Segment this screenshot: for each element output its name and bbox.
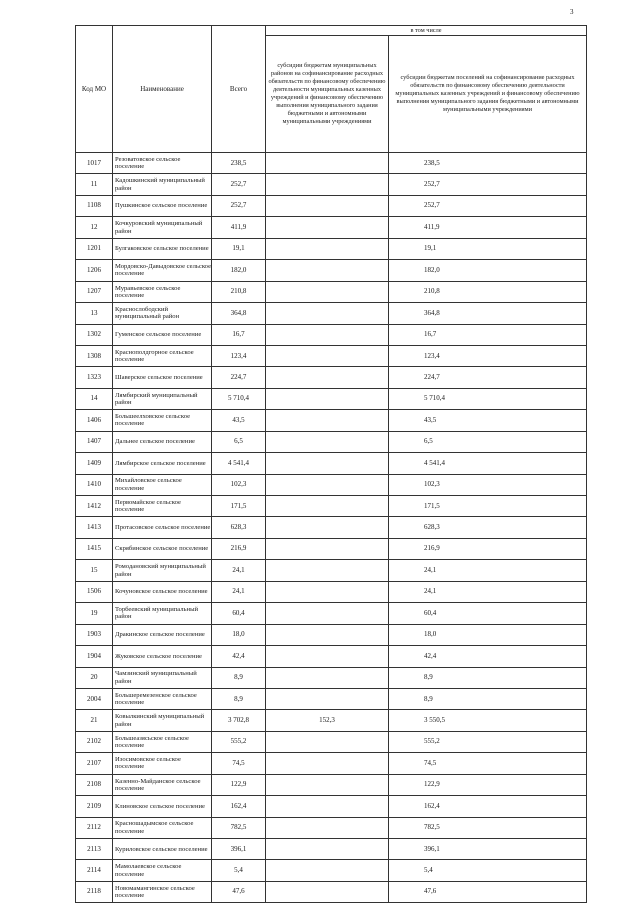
row-sub-b: 252,7 xyxy=(389,195,587,216)
row-code: 11 xyxy=(76,174,113,195)
row-code: 1207 xyxy=(76,281,113,302)
row-sub-b: 782,5 xyxy=(389,817,587,838)
row-sub-b: 411,9 xyxy=(389,217,587,238)
row-sub-a xyxy=(266,517,389,538)
row-total: 74,5 xyxy=(212,753,266,774)
row-name: Торбеевский муниципальный район xyxy=(113,603,212,624)
row-total: 47,6 xyxy=(212,881,266,902)
table-row xyxy=(76,860,587,881)
row-code: 1201 xyxy=(76,238,113,259)
row-total: 8,9 xyxy=(212,667,266,688)
row-code: 1206 xyxy=(76,260,113,281)
row-sub-b: 8,9 xyxy=(389,667,587,688)
row-sub-b: 6,5 xyxy=(389,431,587,452)
row-name: Клиновское сельское поселение xyxy=(113,796,212,817)
row-total: 5,4 xyxy=(212,860,266,881)
row-total: 252,7 xyxy=(212,174,266,195)
row-name: Большеазясьское сельское поселение xyxy=(113,731,212,752)
table-row xyxy=(76,345,587,366)
table-row xyxy=(76,474,587,495)
row-total: 396,1 xyxy=(212,839,266,860)
row-total: 19,1 xyxy=(212,238,266,259)
table-row xyxy=(76,774,587,795)
table-row xyxy=(76,731,587,752)
row-code: 2109 xyxy=(76,796,113,817)
row-name: Шаверское сельское поселение xyxy=(113,367,212,388)
row-sub-b: 19,1 xyxy=(389,238,587,259)
row-sub-a xyxy=(266,281,389,302)
row-name: Красношадымское сельское поселение xyxy=(113,817,212,838)
row-sub-a xyxy=(266,881,389,902)
row-sub-b: 8,9 xyxy=(389,688,587,709)
row-total: 102,3 xyxy=(212,474,266,495)
table-row xyxy=(76,453,587,474)
row-sub-a xyxy=(266,581,389,602)
row-sub-b: 60,4 xyxy=(389,603,587,624)
table-row xyxy=(76,688,587,709)
table-row xyxy=(76,388,587,409)
row-code: 12 xyxy=(76,217,113,238)
table-row xyxy=(76,367,587,388)
row-sub-b: 238,5 xyxy=(389,153,587,174)
row-total: 18,0 xyxy=(212,624,266,645)
row-name: Муравьевское сельское поселение xyxy=(113,281,212,302)
row-sub-a xyxy=(266,217,389,238)
row-code: 1108 xyxy=(76,195,113,216)
row-name: Дракинское сельское поселение xyxy=(113,624,212,645)
row-sub-b: 47,6 xyxy=(389,881,587,902)
row-sub-b: 16,7 xyxy=(389,324,587,345)
row-name: Краснополдгорное сельское поселение xyxy=(113,345,212,366)
row-sub-a xyxy=(266,153,389,174)
row-code: 1409 xyxy=(76,453,113,474)
row-name: Жуковское сельское поселение xyxy=(113,646,212,667)
row-total: 8,9 xyxy=(212,688,266,709)
row-total: 4 541,4 xyxy=(212,453,266,474)
row-sub-b: 122,9 xyxy=(389,774,587,795)
row-total: 210,8 xyxy=(212,281,266,302)
row-sub-a xyxy=(266,410,389,431)
table-row xyxy=(76,517,587,538)
row-code: 1413 xyxy=(76,517,113,538)
row-code: 20 xyxy=(76,667,113,688)
row-code: 19 xyxy=(76,603,113,624)
row-total: 3 702,8 xyxy=(212,710,266,731)
row-sub-b: 364,8 xyxy=(389,303,587,324)
header-sub-b: субсидии бюджетам поселений на софинансирование расходных обязательств по финансовому обеспечению деятельности муниципальных казенных учреждений и финансовому обеспечению выполнения муниципального задания бюджетными и автономными муниципальными учреждениями xyxy=(389,36,587,153)
row-name: Кочуновское сельское поселение xyxy=(113,581,212,602)
table-row xyxy=(76,238,587,259)
row-name: Пушкинское сельское поселение xyxy=(113,195,212,216)
row-code: 2102 xyxy=(76,731,113,752)
row-name: Куриловское сельское поселение xyxy=(113,839,212,860)
row-name: Лямбирское сельское поселение xyxy=(113,453,212,474)
page-number: 3 xyxy=(570,8,574,16)
row-sub-a xyxy=(266,195,389,216)
table-header xyxy=(76,26,587,153)
row-sub-a xyxy=(266,753,389,774)
row-sub-b: 555,2 xyxy=(389,731,587,752)
row-code: 2108 xyxy=(76,774,113,795)
row-sub-b: 628,3 xyxy=(389,517,587,538)
row-code: 2113 xyxy=(76,839,113,860)
row-sub-a xyxy=(266,774,389,795)
row-sub-b: 5,4 xyxy=(389,860,587,881)
row-total: 411,9 xyxy=(212,217,266,238)
row-sub-a xyxy=(266,260,389,281)
row-name: Ковылкинский муниципальный район xyxy=(113,710,212,731)
table-row xyxy=(76,603,587,624)
row-sub-b: 43,5 xyxy=(389,410,587,431)
row-name: Михайловское сельское поселение xyxy=(113,474,212,495)
row-code: 1410 xyxy=(76,474,113,495)
row-sub-b: 18,0 xyxy=(389,624,587,645)
table-row xyxy=(76,410,587,431)
row-code: 2114 xyxy=(76,860,113,881)
row-code: 1406 xyxy=(76,410,113,431)
row-name: Булгаковское сельское поселение xyxy=(113,238,212,259)
table-row xyxy=(76,796,587,817)
row-sub-a xyxy=(266,238,389,259)
header-name: Наименование xyxy=(113,26,212,153)
row-name: Изосимовское сельское поселение xyxy=(113,753,212,774)
row-sub-b: 252,7 xyxy=(389,174,587,195)
row-name: Ромодановский муниципальный район xyxy=(113,560,212,581)
row-total: 123,4 xyxy=(212,345,266,366)
row-code: 1506 xyxy=(76,581,113,602)
row-sub-b: 171,5 xyxy=(389,496,587,517)
row-code: 21 xyxy=(76,710,113,731)
row-sub-a xyxy=(266,431,389,452)
row-total: 182,0 xyxy=(212,260,266,281)
row-sub-b: 5 710,4 xyxy=(389,388,587,409)
row-code: 1904 xyxy=(76,646,113,667)
row-sub-a xyxy=(266,839,389,860)
row-sub-b: 216,9 xyxy=(389,538,587,559)
row-name: Мамолаевское сельское поселение xyxy=(113,860,212,881)
row-sub-b: 4 541,4 xyxy=(389,453,587,474)
row-name: Краснослободский муниципальный район xyxy=(113,303,212,324)
row-sub-b: 224,7 xyxy=(389,367,587,388)
table-row xyxy=(76,881,587,902)
row-name: Кадошкинский муниципальный район xyxy=(113,174,212,195)
row-total: 43,5 xyxy=(212,410,266,431)
table-row xyxy=(76,581,587,602)
table-row xyxy=(76,217,587,238)
row-name: Гуменское сельское поселение xyxy=(113,324,212,345)
row-sub-b: 3 550,5 xyxy=(389,710,587,731)
header-sub-a: субсидии бюджетам муниципальных районов на софинансирование расходных обязательств по финансовому обеспечению деятельности муниципальных казенных учреждений и финансовому обеспечению выполнения муниципального задания бюджетными и автономными муниципальными учреждениями xyxy=(266,36,389,153)
row-sub-b: 396,1 xyxy=(389,839,587,860)
row-sub-b: 102,3 xyxy=(389,474,587,495)
table-row xyxy=(76,646,587,667)
table-row xyxy=(76,496,587,517)
table-row xyxy=(76,431,587,452)
row-code: 13 xyxy=(76,303,113,324)
row-total: 555,2 xyxy=(212,731,266,752)
table-row xyxy=(76,303,587,324)
row-total: 6,5 xyxy=(212,431,266,452)
row-sub-a xyxy=(266,388,389,409)
row-sub-b: 123,4 xyxy=(389,345,587,366)
table-row xyxy=(76,538,587,559)
table-row xyxy=(76,324,587,345)
header-incl: в том числе xyxy=(266,26,587,36)
table-row xyxy=(76,153,587,174)
row-total: 238,5 xyxy=(212,153,266,174)
table-row xyxy=(76,174,587,195)
row-sub-a: 152,3 xyxy=(266,710,389,731)
row-total: 782,5 xyxy=(212,817,266,838)
row-total: 364,8 xyxy=(212,303,266,324)
row-total: 628,3 xyxy=(212,517,266,538)
row-total: 42,4 xyxy=(212,646,266,667)
row-sub-a xyxy=(266,324,389,345)
row-name: Большеремезенское сельское поселение xyxy=(113,688,212,709)
row-name: Дальнее сельское поселение xyxy=(113,431,212,452)
row-code: 1903 xyxy=(76,624,113,645)
row-code: 2112 xyxy=(76,817,113,838)
row-sub-b: 24,1 xyxy=(389,581,587,602)
row-code: 1302 xyxy=(76,324,113,345)
row-total: 171,5 xyxy=(212,496,266,517)
table-row xyxy=(76,260,587,281)
row-name: Чамзинский муниципальный район xyxy=(113,667,212,688)
table-row xyxy=(76,195,587,216)
table-row xyxy=(76,839,587,860)
row-sub-b: 24,1 xyxy=(389,560,587,581)
row-total: 252,7 xyxy=(212,195,266,216)
table-body xyxy=(76,153,587,903)
row-code: 1323 xyxy=(76,367,113,388)
row-name: Кочкуровский муниципальный район xyxy=(113,217,212,238)
row-code: 1017 xyxy=(76,153,113,174)
row-code: 1308 xyxy=(76,345,113,366)
row-sub-a xyxy=(266,345,389,366)
row-sub-a xyxy=(266,796,389,817)
row-total: 24,1 xyxy=(212,560,266,581)
row-code: 14 xyxy=(76,388,113,409)
row-code: 1407 xyxy=(76,431,113,452)
row-sub-a xyxy=(266,496,389,517)
row-sub-a xyxy=(266,667,389,688)
row-sub-a xyxy=(266,731,389,752)
row-sub-a xyxy=(266,688,389,709)
row-total: 24,1 xyxy=(212,581,266,602)
header-total: Всего xyxy=(212,26,266,153)
row-name: Первомайское сельское поселение xyxy=(113,496,212,517)
row-total: 122,9 xyxy=(212,774,266,795)
row-total: 216,9 xyxy=(212,538,266,559)
row-code: 1415 xyxy=(76,538,113,559)
row-sub-a xyxy=(266,624,389,645)
row-name: Новомамангинское сельское поселение xyxy=(113,881,212,902)
table-row xyxy=(76,753,587,774)
row-total: 162,4 xyxy=(212,796,266,817)
row-name: Казенно-Майданское сельское поселение xyxy=(113,774,212,795)
row-sub-b: 162,4 xyxy=(389,796,587,817)
row-sub-a xyxy=(266,603,389,624)
row-total: 224,7 xyxy=(212,367,266,388)
table-row xyxy=(76,281,587,302)
row-code: 2004 xyxy=(76,688,113,709)
header-code: Код МО xyxy=(76,26,113,153)
row-name: Резоватовское сельское поселение xyxy=(113,153,212,174)
row-sub-a xyxy=(266,367,389,388)
row-name: Протасовское сельское поселение xyxy=(113,517,212,538)
row-sub-a xyxy=(266,817,389,838)
table-row xyxy=(76,817,587,838)
row-total: 16,7 xyxy=(212,324,266,345)
row-total: 60,4 xyxy=(212,603,266,624)
row-sub-a xyxy=(266,474,389,495)
table-row xyxy=(76,560,587,581)
row-code: 2118 xyxy=(76,881,113,902)
row-sub-a xyxy=(266,646,389,667)
row-code: 1412 xyxy=(76,496,113,517)
row-sub-a xyxy=(266,303,389,324)
row-name: Лямбирский муниципальный район xyxy=(113,388,212,409)
row-sub-b: 74,5 xyxy=(389,753,587,774)
row-code: 2107 xyxy=(76,753,113,774)
row-sub-b: 210,8 xyxy=(389,281,587,302)
table-row xyxy=(76,667,587,688)
table-row xyxy=(76,624,587,645)
row-code: 15 xyxy=(76,560,113,581)
subsidy-table xyxy=(75,25,587,903)
row-sub-b: 182,0 xyxy=(389,260,587,281)
table-row xyxy=(76,710,587,731)
row-name: Мордовско-Давыдовское сельское поселение xyxy=(113,260,212,281)
row-sub-a xyxy=(266,860,389,881)
row-sub-b: 42,4 xyxy=(389,646,587,667)
row-sub-a xyxy=(266,538,389,559)
row-sub-a xyxy=(266,453,389,474)
row-name: Скрябинское сельское поселение xyxy=(113,538,212,559)
row-name: Большеелховское сельское поселение xyxy=(113,410,212,431)
row-sub-a xyxy=(266,560,389,581)
row-sub-a xyxy=(266,174,389,195)
row-total: 5 710,4 xyxy=(212,388,266,409)
